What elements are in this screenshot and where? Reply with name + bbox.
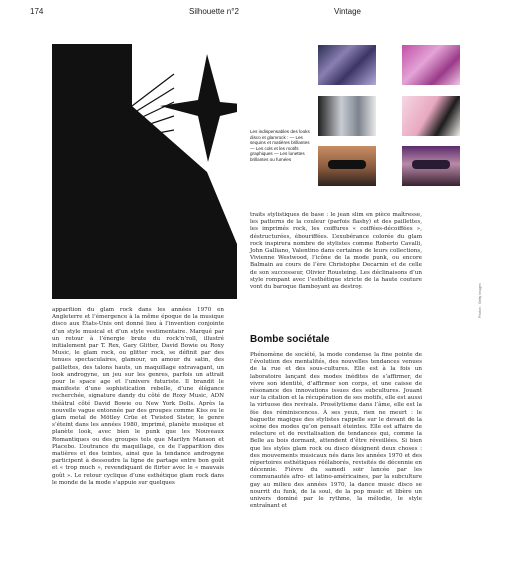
- body-text-right-column-top: traits stylistiques de base : le jean slim en pièce maîtresse, les patterns de la couleur (parfois flashy) et des paillettes, les imprimés rock, les coiffures « coiffées-décoiffées », déstructurées, ébouriffées. L’exubérance colorée du glam rock inspirera nombre de stylistes comme Roberto Cavalli, John Galliano, Valentino dans certaines de leurs collections, Vivienne Westwood, l’icône de la mode punk, ou encore Balmain au cours de l’ère Christophe Decarnin et de celle de son successeur, Olivier Rousteing. Les déclinaisons d’un style rompant avec l’esthétique stricte de la haute couture vont du baroque flamboyant au destroy.: [250, 212, 422, 291]
- page-number: 174: [30, 7, 44, 16]
- sunglasses-shape: [328, 160, 366, 169]
- metallic-jacket-photo: [318, 96, 376, 136]
- photo-credit: Photos : Getty Images: [478, 283, 482, 318]
- magazine-title: Silhouette n°2: [189, 7, 239, 16]
- tinted-glasses-model-photo: [402, 146, 460, 186]
- decorative-letter-l: [52, 44, 237, 299]
- section-title: Vintage: [334, 7, 361, 16]
- section-heading: Bombe sociétale: [250, 334, 330, 345]
- tinted-glasses-shape: [412, 160, 450, 169]
- pink-silver-look-photo: [402, 96, 460, 136]
- body-text-right-column-bottom: Phénomène de société, la mode condense la fine pointe de l’évolution des mentalités, des nouvelles tendances venues de la rue et des sous-cultures. Elle est à la fois un laboratoire lançant des modes inédites de s’affirmer, de vivre son identité, d’affirmer son corps, et une caisse de résonance des innovations issues des subcultures. Jouant sur la citation et la récupération de ses motifs, elle est aussi la virtuose des revivals. Prosélytisme dans l’âme, elle est la fée des réminiscences. À ses yeux, rien ne meurt : le baguette magique des stylistes rappelle sur le devant de la scène des modes qu’on pensait éteintes. Elle est affaire de relecture et de revitalisation de tendances qui, comme la Belle au bois dormant, attendent d’être réveillées. Si bien que les styles glam rock ou disco désignent deux choses : des mouvements musicaux nés dans les années 1970 et des répertoires esthétiques réélaborés, revisités de décennie en décennie. Fièvre du samedi soir lancée par les communautés afro- et latino-américaines, par la subculture gay au milieu des années 1970, la dance music disco se nourrit du funk, de la soul, de la pop music et libère un univers dominé par le rythme, la mélodie, le style entraînant et: [250, 352, 422, 510]
- pink-sequin-photo: [402, 45, 460, 85]
- sequin-fabric-photo: [318, 45, 376, 85]
- sunglasses-model-photo: [318, 146, 376, 186]
- style-caption: Les indispensables des looks disco et glamrock : — Les sequins et matières brillantes — Les cols et les motifs graphiques — Les lunettes brillantes ou fumées: [250, 129, 310, 162]
- body-text-left-column: apparition du glam rock dans les années 1970 en Angleterre et l’émergence à la même époque de la musique disco aux États-Unis ont donné lieu à l’invention conjointe d’un style musical et d’un style vestimentaire. Marqué par un retour à l’énergie brute du rock’n’roll, illustré initialement par T. Rex, Gary Glitter, David Bowie ou Roxy Music, le glam rock, ou glitter rock, se définit par des tenues spectaculaires, glamour, un amour du satin, des paillettes, des talons hauts, un maquillage extravagant, un look androgyne, un jeu sur les genres, parfois un attrait pour le space age et l’univers futuriste. Il brandit le manifeste d’une sophistication rebelle, d’une élégance recherchée, signature dandy du côté de Roxy Music, ADN théâtral côté David Bowie ou New York Dolls. Après la nouvelle vague entonnée par des groupes comme Kiss ou le glam metal de Mötley Crüe et Twisted Sister, le genre s’éteint dans les années 1980, imprimé, planète musique et planète look, avec bien le punk que les Nouveaux Romantiques ou des groupes tels que Marilyn Manson et Placebo. L’outrance du maquillage, ce de l’apparition des matières et des teintes, ainsi que la tendance androgyne participent à dessoudre la ligne de partage entre bon goût et « trop much », revendiquant de flirter avec le « mauvais goût ». Le retour cyclique d’une esthétique glam rock dans le monde de la mode s’appuie sur quelques: [52, 307, 224, 486]
